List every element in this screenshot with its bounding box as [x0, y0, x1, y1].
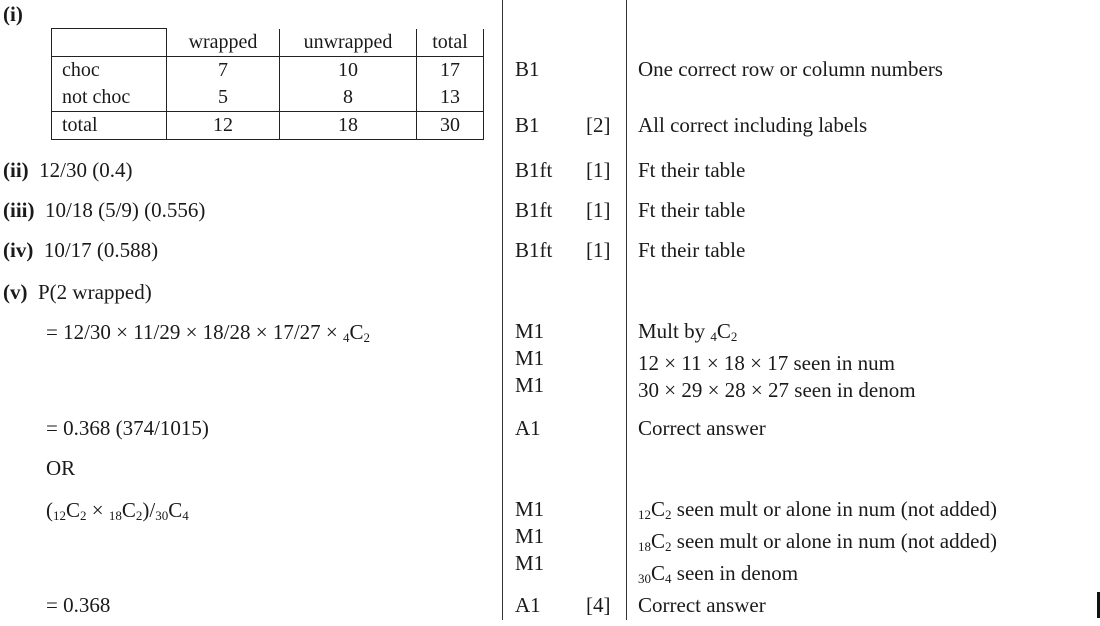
table-cell: 7 [167, 57, 280, 85]
part-label-v: (v) [3, 280, 28, 304]
table-header-unwrapped: unwrapped [280, 29, 417, 57]
combination-n: 4 [343, 330, 350, 345]
table-cell: 30 [417, 112, 484, 140]
table-cell: 12 [167, 112, 280, 140]
table-row [52, 112, 484, 140]
answer-iv: 10/17 (0.588) [43, 238, 159, 262]
row-label: choc [52, 57, 167, 85]
answer-row-iii [3, 198, 205, 222]
mark-total-r4: [1] [586, 198, 611, 222]
mark-total-r3: [1] [586, 158, 611, 182]
frequency-table [51, 28, 484, 140]
table-row [52, 84, 484, 112]
answer-iii: 10/18 (5/9) (0.556) [45, 198, 206, 222]
table-cell: 18 [280, 112, 417, 140]
guidance-num-seen: 12 × 11 × 18 × 17 seen in num [638, 351, 895, 375]
guidance-mult: Mult by $_4C_2$ [638, 319, 738, 344]
combination-c: C [349, 320, 364, 344]
table-cell: 17 [417, 57, 484, 85]
combination-r: 2 [363, 330, 371, 345]
guidance-correct-2: Correct answer [638, 593, 766, 617]
answer-row-v [3, 280, 152, 304]
guidance-r4: Ft their table [638, 198, 746, 222]
mark-total-r2: [2] [586, 113, 611, 137]
guidance-r5: Ft their table [638, 238, 746, 262]
guidance-r3: Ft their table [638, 158, 746, 182]
table-corner-cell [52, 29, 167, 57]
answer-v-title: P(2 wrapped) [38, 280, 152, 304]
table-cell: 8 [280, 84, 417, 112]
answer-v-result-2: = 0.368 [46, 593, 111, 617]
mark-m1: M1 [515, 346, 545, 370]
answer-ii: 12/30 (0.4) [39, 158, 133, 182]
answer-v-result-1: = 0.368 (374/1015) [46, 416, 209, 440]
expression-method-2: $(_{12}C_2 \times _{18}C_2)/_{30}C_4$ [46, 498, 189, 523]
table-header-wrapped: wrapped [167, 29, 280, 57]
mark-r5: B1ft [515, 238, 553, 262]
guidance-18c2: $_{18}C_2$ seen mult or alone in num (not added) [638, 529, 997, 554]
mark-a2: A1 [515, 593, 541, 617]
expression-text: = 12/30 × 11/29 × 18/28 × 17/27 × [46, 320, 344, 344]
guidance-r1: One correct row or column numbers [638, 57, 943, 81]
guidance-denom-seen: 30 × 29 × 28 × 27 seen in denom [638, 378, 916, 402]
table-cell: 5 [167, 84, 280, 112]
guidance-12c2: $_{12}C_2$ seen mult or alone in num (not added) [638, 497, 997, 522]
guidance-correct-1: Correct answer [638, 416, 766, 440]
method-guidance-group-1 [638, 318, 916, 404]
answer-row-iv [3, 238, 158, 262]
mark-m1: M1 [515, 497, 545, 521]
table-row [52, 57, 484, 85]
mark-r1: B1 [515, 57, 540, 81]
guidance-30c4: $_{30}C_4$ seen in denom [638, 561, 799, 586]
table-cell: 10 [280, 57, 417, 85]
part-label-i: (i) [3, 2, 23, 26]
mark-guidance-divider [626, 0, 627, 620]
method-marks-group-1 [515, 318, 544, 399]
row-label: total [52, 112, 167, 140]
method-marks-group-2 [515, 496, 544, 577]
answer-mark-divider [502, 0, 503, 620]
row-label: not choc [52, 84, 167, 112]
part-label-ii: (ii) [3, 158, 29, 182]
mark-r3: B1ft [515, 158, 553, 182]
mark-a1: A1 [515, 416, 541, 440]
answer-row-ii [3, 158, 132, 182]
part-label-iii: (iii) [3, 198, 35, 222]
table-header-total: total [417, 29, 484, 57]
expression-method-1 [46, 320, 370, 350]
or-label: OR [46, 456, 76, 480]
part-label-iv: (iv) [3, 238, 34, 262]
mark-r4: B1ft [515, 198, 553, 222]
mark-total-r5: [1] [586, 238, 611, 262]
mark-m1: M1 [515, 524, 545, 548]
mark-m1: M1 [515, 373, 545, 397]
mark-r2: B1 [515, 113, 540, 137]
guidance-r2: All correct including labels [638, 113, 868, 137]
mark-m1: M1 [515, 319, 545, 343]
method-guidance-group-2 [638, 496, 997, 592]
mark-total-a2: [4] [586, 593, 611, 617]
mark-m1: M1 [515, 551, 545, 575]
table-cell: 13 [417, 84, 484, 112]
